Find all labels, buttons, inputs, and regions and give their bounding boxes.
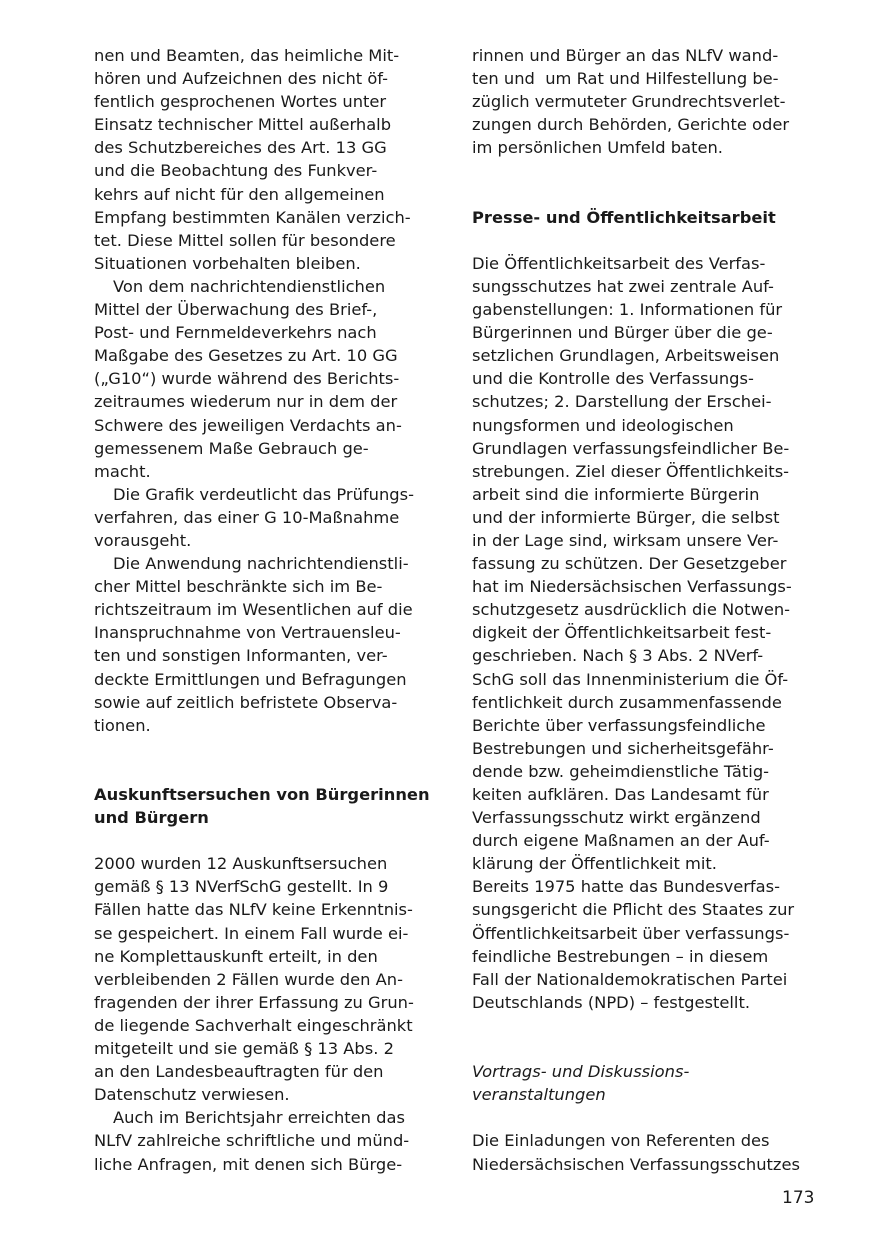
paragraph — [94, 552, 444, 737]
text-line: strebungen. Ziel dieser Öffentlichkeits- — [472, 461, 790, 481]
text-line: nungsformen und ideologischen — [472, 415, 734, 435]
text-line: rinnen und Bürger an das NLfV wand- — [472, 46, 779, 65]
text-line: Bereits 1975 hatte das Bundesverfas- — [472, 877, 780, 897]
text-line: Fall der Nationaldemokratischen Partei — [472, 969, 788, 989]
spacer — [472, 1037, 822, 1060]
text-line: Von dem nachrichtendienstlichen — [113, 276, 386, 296]
text-line: gemäß § 13 NVerfSchG gestellt. In 9 — [94, 877, 389, 897]
text-line: Die Anwendung nachrichtendienstli- — [113, 554, 409, 574]
text-line: züglich vermuteter Grundrechtsverlet- — [472, 92, 786, 112]
text-line: cher Mittel beschränkte sich im Be- — [94, 577, 383, 597]
text-line: Verfassungsschutz wirkt ergänzend — [472, 808, 761, 828]
text-line: 2000 wurden 12 Auskunftsersuchen — [94, 854, 388, 874]
left-column — [94, 44, 444, 1176]
text-line: SchG soll das Innenministerium die Öf- — [472, 669, 789, 689]
text-line: („G10“) wurde während des Berichts- — [94, 369, 400, 389]
text-line: Datenschutz verwiesen. — [94, 1085, 290, 1105]
paragraph — [472, 875, 822, 1014]
text-line: tionen. — [94, 715, 151, 735]
text-line: durch eigene Maßnamen an der Auf- — [472, 831, 770, 851]
spacer — [472, 1014, 822, 1037]
text-line: fragenden der ihrer Erfassung zu Grun- — [94, 992, 414, 1012]
text-line: Bürgerinnen und Bürger über die ge- — [472, 323, 773, 343]
text-line: Empfang bestimmten Kanälen verzich- — [94, 207, 411, 227]
text-line: geschrieben. Nach § 3 Abs. 2 NVerf- — [472, 646, 764, 666]
spacer — [472, 183, 822, 206]
text-line: Öffentlichkeitsarbeit über verfassungs- — [472, 923, 790, 943]
text-line: Niedersächsischen Verfassungsschutzes — [472, 1154, 800, 1174]
spacer — [94, 829, 444, 852]
text-line: Grundlagen verfassungsfeindlicher Be- — [472, 438, 790, 458]
text-line: deckte Ermittlungen und Befragungen — [94, 669, 407, 689]
text-line: mitgeteilt und sie gemäß § 13 Abs. 2 — [94, 1039, 394, 1059]
text-line: klärung der Öffentlichkeit mit. — [472, 854, 717, 874]
spacer — [472, 1106, 822, 1129]
subsection-heading — [472, 1060, 822, 1106]
text-line: zeitraumes wiederum nur in dem der — [94, 392, 398, 412]
right-column — [472, 44, 822, 1176]
text-line: hören und Aufzeichnen des nicht öf- — [94, 69, 389, 89]
text-line: ten und sonstigen Informanten, ver- — [94, 646, 388, 666]
text-line: dende bzw. geheimdienstliche Tätig- — [472, 761, 770, 781]
text-line: vorausgeht. — [94, 530, 192, 550]
paragraph — [94, 1106, 444, 1175]
text-line: setzlichen Grundlagen, Arbeitsweisen — [472, 346, 780, 366]
text-line: Berichte über verfassungsfeindliche — [472, 715, 766, 735]
text-line: verbleibenden 2 Fällen wurde den An- — [94, 969, 403, 989]
text-line: kehrs auf nicht für den allgemeinen — [94, 184, 385, 204]
text-line: und der informierte Bürger, die selbst — [472, 507, 780, 527]
paragraph — [94, 44, 444, 275]
text-line: nen und Beamten, das heimliche Mit- — [94, 46, 400, 65]
text-line: an den Landesbeauftragten für den — [94, 1062, 384, 1082]
spacer — [472, 229, 822, 252]
text-line: sungsschutzes hat zwei zentrale Auf- — [472, 276, 774, 296]
text-line: Schwere des jeweiligen Verdachts an- — [94, 415, 402, 435]
paragraph — [472, 44, 822, 159]
section-heading — [472, 206, 822, 229]
text-line: Auch im Berichtsjahr erreichten das — [113, 1108, 405, 1128]
text-line: Post- und Fernmeldeverkehrs nach — [94, 323, 377, 343]
text-line: fentlich gesprochenen Wortes unter — [94, 92, 387, 112]
page-number: 173 — [782, 1188, 815, 1208]
text-line: Die Einladungen von Referenten des — [472, 1131, 770, 1151]
text-line: Inanspruchnahme von Vertrauensleu- — [94, 623, 401, 643]
text-line: Situationen vorbehalten bleiben. — [94, 253, 361, 273]
paragraph — [94, 483, 444, 552]
text-line: sungsgericht die Pflicht des Staates zur — [472, 900, 795, 920]
text-line: digkeit der Öffentlichkeitsarbeit fest- — [472, 623, 772, 643]
text-line: Die Grafik verdeutlicht das Prüfungs- — [113, 484, 414, 504]
text-line: in der Lage sind, wirksam unsere Ver- — [472, 530, 779, 550]
text-line: Bestrebungen und sicherheitsgefähr- — [472, 738, 774, 758]
text-line: verfahren, das einer G 10-Maßnahme — [94, 507, 400, 527]
heading-line: Presse- und Öffentlichkeitsarbeit — [472, 207, 776, 227]
paragraph — [472, 1129, 822, 1175]
text-line: schutzgesetz ausdrücklich die Notwen- — [472, 600, 791, 620]
text-line: gabenstellungen: 1. Informationen für — [472, 300, 783, 320]
text-line: arbeit sind die informierte Bürgerin — [472, 484, 760, 504]
spacer — [94, 760, 444, 783]
text-line: schutzes; 2. Darstellung der Erschei- — [472, 392, 772, 412]
text-line: und die Kontrolle des Verfassungs- — [472, 369, 754, 389]
text-line: NLfV zahlreiche schriftliche und münd- — [94, 1131, 410, 1151]
text-line: fentlichkeit durch zusammenfassende — [472, 692, 782, 712]
text-line: Deutschlands (NPD) – festgestellt. — [472, 992, 751, 1012]
text-line: de liegende Sachverhalt eingeschränkt — [94, 1015, 413, 1035]
text-line: und die Beobachtung des Funkver- — [94, 161, 378, 181]
section-heading — [94, 783, 444, 829]
text-line: Mittel der Überwachung des Brief-, — [94, 300, 378, 320]
text-line: se gespeichert. In einem Fall wurde ei- — [94, 923, 409, 943]
spacer — [94, 737, 444, 760]
heading-line: und Bürgern — [94, 808, 209, 828]
heading-line: Vortrags- und Diskussions- — [472, 1062, 690, 1082]
heading-line: Auskunftsersuchen von Bürgerinnen — [94, 785, 430, 804]
text-line: feindliche Bestrebungen – in diesem — [472, 946, 769, 966]
paragraph — [94, 852, 444, 1106]
text-line: ne Komplettauskunft erteilt, in den — [94, 946, 378, 966]
spacer — [472, 159, 822, 182]
text-line: gemessenem Maße Gebrauch ge- — [94, 438, 369, 458]
text-line: fassung zu schützen. Der Gesetzgeber — [472, 554, 787, 574]
text-line: Fällen hatte das NLfV keine Erkenntnis- — [94, 900, 413, 920]
text-line: Einsatz technischer Mittel außerhalb — [94, 115, 392, 135]
text-line: hat im Niedersächsischen Verfassungs- — [472, 577, 792, 597]
text-line: liche Anfragen, mit denen sich Bürge- — [94, 1154, 403, 1174]
text-line: richtszeitraum im Wesentlichen auf die — [94, 600, 413, 620]
text-line: ten und um Rat und Hilfestellung be- — [472, 69, 779, 89]
text-line: macht. — [94, 461, 151, 481]
text-line: sowie auf zeitlich befristete Observa- — [94, 692, 398, 712]
text-line: zungen durch Behörden, Gerichte oder — [472, 115, 790, 135]
text-line: des Schutzbereiches des Art. 13 GG — [94, 138, 387, 158]
text-line: im persönlichen Umfeld baten. — [472, 138, 723, 158]
paragraph — [94, 275, 444, 483]
heading-line: veranstaltungen — [472, 1085, 606, 1105]
paragraph — [472, 252, 822, 876]
text-line: Die Öffentlichkeitsarbeit des Verfas- — [472, 253, 766, 273]
text-line: keiten aufklären. Das Landesamt für — [472, 785, 769, 804]
text-line: Maßgabe des Gesetzes zu Art. 10 GG — [94, 346, 398, 366]
text-line: tet. Diese Mittel sollen für besondere — [94, 230, 396, 250]
